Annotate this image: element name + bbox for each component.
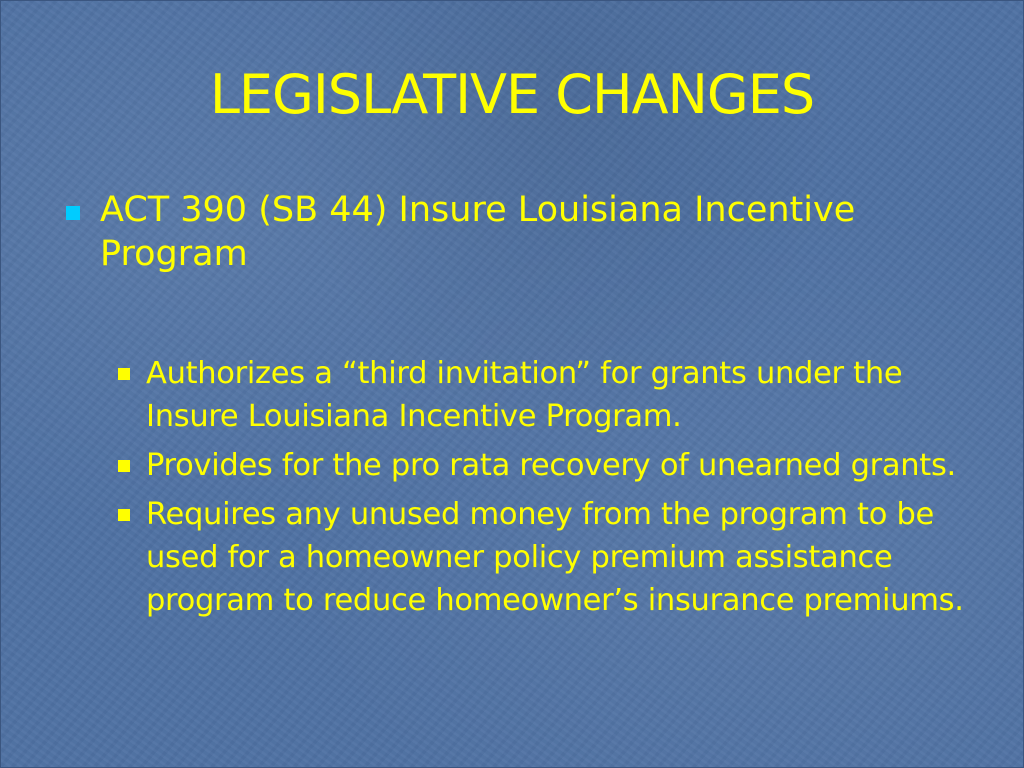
sub-bullet-text: Provides for the pro rata recovery of unearned grants. — [146, 448, 956, 483]
sub-bullet-text: Requires any unused money from the program to be used for a homeowner policy premium assistance program to reduce homeowner’s insurance premiums. — [146, 497, 964, 618]
square-bullet-icon — [118, 368, 130, 380]
square-bullet-icon — [66, 206, 80, 220]
square-bullet-icon — [118, 509, 130, 521]
sub-bullet-text: Authorizes a “third invitation” for grants under the Insure Louisiana Incentive Program. — [146, 356, 903, 434]
sub-bullet-item — [118, 444, 978, 487]
sub-bullet-list — [118, 352, 978, 628]
square-bullet-icon — [118, 460, 130, 472]
main-bullet-text: ACT 390 (SB 44) Insure Louisiana Incentive Program — [100, 190, 856, 274]
main-bullet — [60, 188, 960, 276]
sub-bullet-item — [118, 352, 978, 438]
slide-title: LEGISLATIVE CHANGES — [209, 63, 815, 126]
sub-bullet-item — [118, 493, 978, 622]
